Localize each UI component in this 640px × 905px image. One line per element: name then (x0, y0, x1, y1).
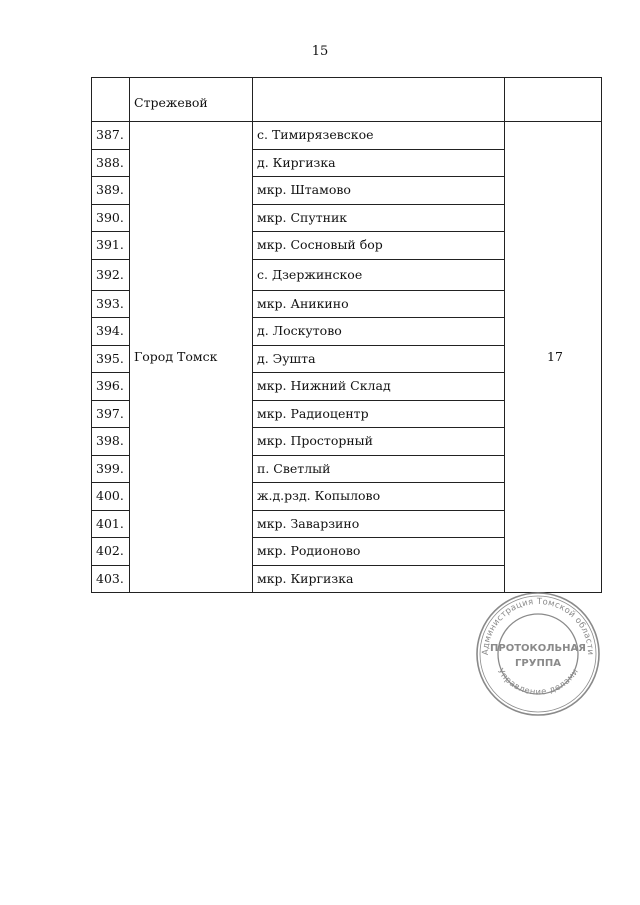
count-value: 17 (505, 122, 602, 593)
locality-name: д. Лоскутово (253, 318, 505, 346)
row-number: 398. (92, 428, 130, 456)
locality-name: мкр. Спутник (253, 204, 505, 232)
locality-name (253, 78, 505, 122)
locality-name: ж.д.рзд. Копылово (253, 483, 505, 511)
city-name: Стрежевой (130, 78, 253, 122)
locality-name: мкр. Нижний Склад (253, 373, 505, 401)
locality-name: мкр. Просторный (253, 428, 505, 456)
row-number: 392. (92, 259, 130, 290)
stamp-inner-line1: ПРОТОКОЛЬНАЯ (490, 643, 586, 654)
row-number: 395. (92, 345, 130, 373)
row-number: 401. (92, 510, 130, 538)
settlements-table (91, 77, 602, 593)
row-number: 387. (92, 122, 130, 150)
row-number: 403. (92, 565, 130, 593)
locality-name: д. Эушта (253, 345, 505, 373)
locality-name: с. Тимирязевское (253, 122, 505, 150)
locality-name: мкр. Родионово (253, 538, 505, 566)
locality-name: мкр. Киргизка (253, 565, 505, 593)
stamp-outer-text: Администрация Томской области (480, 596, 596, 656)
row-number: 394. (92, 318, 130, 346)
page-number: 15 (311, 44, 329, 59)
locality-name: с. Дзержинское (253, 259, 505, 290)
row-number (92, 78, 130, 122)
official-stamp (474, 590, 602, 718)
row-number: 389. (92, 177, 130, 205)
locality-name: мкр. Аникино (253, 290, 505, 318)
locality-name: мкр. Штамово (253, 177, 505, 205)
count-value (505, 78, 602, 122)
row-number: 390. (92, 204, 130, 232)
locality-name: п. Светлый (253, 455, 505, 483)
row-number: 399. (92, 455, 130, 483)
row-number: 391. (92, 232, 130, 260)
stamp-bottom-text: Управление делами (495, 666, 582, 698)
row-number: 396. (92, 373, 130, 401)
city-name: Город Томск (130, 122, 253, 593)
locality-name: мкр. Радиоцентр (253, 400, 505, 428)
row-number: 400. (92, 483, 130, 511)
row-number: 402. (92, 538, 130, 566)
row-number: 393. (92, 290, 130, 318)
table-row (92, 122, 602, 150)
locality-name: мкр. Заварзино (253, 510, 505, 538)
locality-name: д. Киргизка (253, 149, 505, 177)
svg-text:Управление делами (495, 667, 581, 698)
stamp-inner-line2: ГРУППА (515, 658, 561, 669)
row-number: 388. (92, 149, 130, 177)
row-number: 397. (92, 400, 130, 428)
table-row (92, 78, 602, 122)
locality-name: мкр. Сосновый бор (253, 232, 505, 260)
